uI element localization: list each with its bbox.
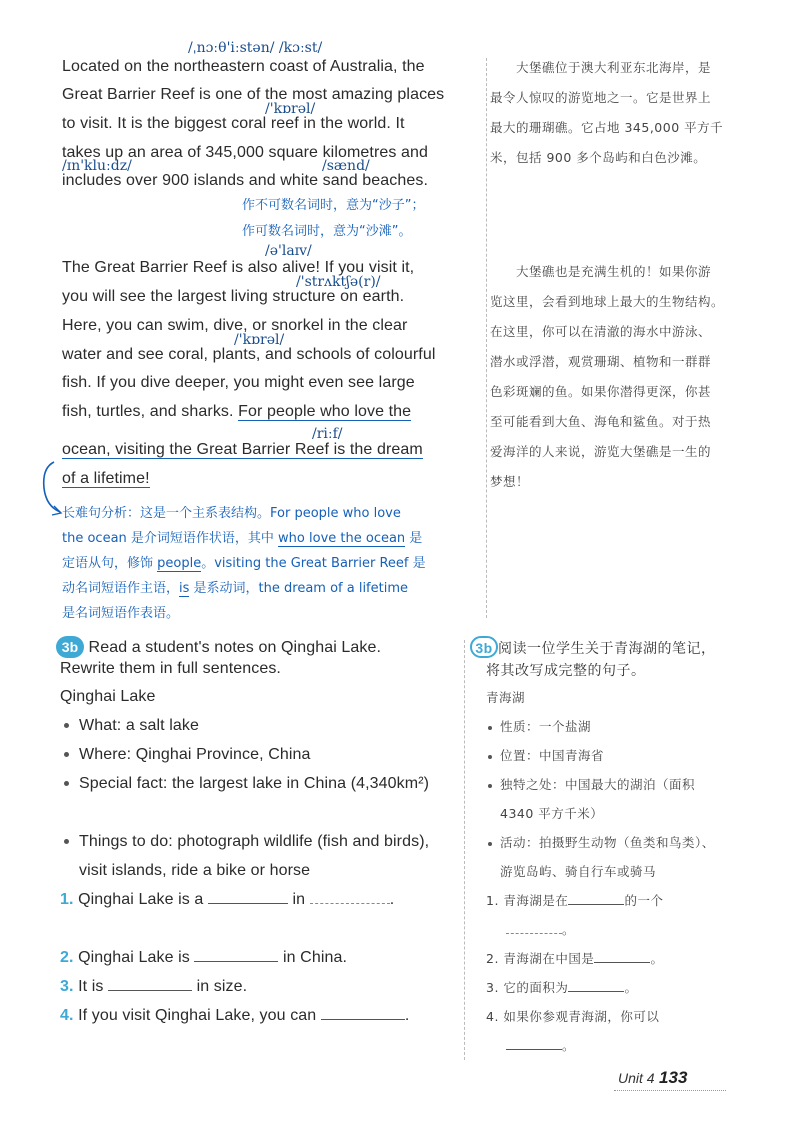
question-text: .: [404, 1007, 410, 1024]
question-3: [486, 978, 637, 996]
bullet-text: 性质：一个盐湖: [500, 719, 592, 734]
analysis-text: 。visiting the Great Barrier Reef 是: [201, 556, 426, 571]
analysis-line: 长难句分析：这是一个主系表结构。For people who love: [62, 506, 401, 521]
question-1: [486, 891, 663, 909]
question-number: 4.: [60, 1007, 74, 1024]
notes-bullet: [488, 746, 604, 764]
answer-blank[interactable]: [506, 933, 562, 934]
answer-blank[interactable]: [321, 1019, 405, 1020]
question-4-cont: [506, 1036, 575, 1054]
notes-bullet: [488, 775, 695, 793]
question-4: [486, 1007, 659, 1025]
notes-title: Qinghai Lake: [60, 688, 156, 705]
question-text: If you visit Qinghai Lake, you can: [78, 1007, 317, 1024]
analysis-text: 定语从句，修饰: [62, 556, 158, 571]
notes-bullet: [64, 833, 429, 851]
answer-blank[interactable]: [310, 903, 390, 904]
exercise-instruction: [470, 636, 716, 658]
notes-bullet: [64, 717, 199, 735]
bullet-text: 位置：中国青海省: [500, 748, 605, 763]
question-text: 。: [562, 1038, 576, 1053]
column-divider: [486, 58, 487, 618]
analysis-line: 是名词短语作表语。: [62, 606, 180, 621]
analysis-line: [62, 527, 422, 546]
phonetic-northeastern: [188, 40, 322, 56]
translation-line: 览这里，会看到地球上最大的生物结构。: [490, 294, 725, 309]
bullet-text: What: a salt lake: [79, 717, 199, 734]
analysis-text: 是系动词，the dream of a lifetime: [189, 581, 409, 596]
answer-blank[interactable]: [594, 962, 650, 963]
page-number: 133: [659, 1068, 688, 1087]
phonetic-reef: /riːf/: [312, 426, 343, 442]
question-text: 。: [650, 951, 664, 966]
question-text: 。: [562, 922, 576, 937]
bullet-text: 独特之处：中国最大的湖泊（面积: [500, 777, 696, 792]
bullet-icon: [64, 723, 69, 728]
translation-line: 色彩斑斓的鱼。如果你潜得更深，你甚: [490, 384, 712, 399]
question-text: It is: [78, 978, 104, 995]
passage-line: Here, you can swim, dive, or snorkel in the clear: [62, 317, 408, 334]
analysis-underline: is: [179, 581, 190, 596]
phonetic-sand: /sænd/: [322, 158, 370, 174]
footer-rule: [614, 1090, 726, 1091]
exercise-instruction: 将其改写成完整的句子。: [486, 663, 646, 679]
question-text: 它的面积为: [503, 980, 569, 995]
translation-line: 至可能看到大鱼、海龟和鲨鱼。对于热: [490, 414, 712, 429]
analysis-line: [62, 552, 426, 571]
highlighted-sentence: of a lifetime!: [62, 470, 150, 487]
question-number: 1.: [486, 893, 499, 908]
exercise-badge: 3b: [56, 636, 84, 658]
exercise-badge: 3b: [470, 636, 498, 658]
phonetic-coral-2: /'kɒrəl/: [234, 332, 285, 348]
translation-line: 最大的珊瑚礁。它占地 345,000 平方千: [490, 120, 724, 135]
translation-line: 潜水或浮潜，观赏珊瑚、植物和一群群: [490, 354, 712, 369]
question-number: 2.: [60, 949, 74, 966]
question-number: 1.: [60, 891, 74, 908]
phonetic-text: /kɔːst/: [278, 40, 323, 56]
translation-line: 最令人惊叹的游览地之一。它是世界上: [490, 90, 712, 105]
bullet-icon: [64, 752, 69, 757]
question-number: 2.: [486, 951, 499, 966]
unit-label: Unit 4: [618, 1070, 655, 1086]
translation-line: 爱海洋的人来说，游览大堡礁是一生的: [490, 444, 712, 459]
translation-line: 米，包括 900 多个岛屿和白色沙滩。: [490, 150, 707, 165]
passage-line: fish. If you dive deeper, you might even see large: [62, 374, 415, 391]
phonetic-structure: /'strʌktʃə(r)/: [296, 274, 381, 290]
bullet-icon: [488, 842, 492, 846]
column-divider: [464, 640, 465, 1060]
bullet-text: Special fact: the largest lake in China (4,340km²): [79, 775, 430, 792]
analysis-underline: people: [157, 556, 202, 571]
passage-line: Located on the northeastern coast of Australia, the: [62, 58, 425, 75]
question-2: [60, 949, 347, 967]
exercise-instruction: [56, 636, 381, 658]
passage-line: [62, 403, 411, 421]
sand-note: 作可数名词时，意为“沙滩”。: [242, 224, 412, 239]
phonetic-coral: /'kɒrəl/: [265, 101, 316, 117]
question-1-cont: [506, 920, 575, 938]
answer-blank[interactable]: [568, 991, 624, 992]
passage-line: [62, 470, 150, 488]
answer-blank[interactable]: [108, 990, 192, 991]
notes-bullet: [64, 746, 311, 764]
passage-line: includes over 900 islands and white sand beaches.: [62, 172, 429, 189]
question-number: 4.: [486, 1009, 499, 1024]
analysis-line: [62, 577, 408, 596]
question-text: in: [292, 891, 306, 908]
sand-note: 作不可数名词时，意为“沙子”；: [242, 198, 425, 213]
question-2: [486, 949, 663, 967]
notes-title: 青海湖: [486, 690, 526, 705]
bullet-text: 活动：拍摄野生动物（鱼类和鸟类）、: [500, 835, 715, 850]
question-1: [60, 891, 394, 909]
question-text: 的一个: [624, 893, 664, 908]
question-text: 青海湖是在: [503, 893, 569, 908]
answer-blank[interactable]: [506, 1049, 562, 1050]
question-number: 3.: [60, 978, 74, 995]
bullet-icon: [488, 784, 492, 788]
bullet-icon: [488, 726, 492, 730]
bullet-text: Things to do: photograph wildlife (fish and birds),: [79, 833, 430, 850]
passage-line: you will see the largest living structure on earth.: [62, 288, 405, 305]
passage-line: water and see coral, plants, and schools of colourful: [62, 346, 436, 363]
translation-line: 大堡礁也是充满生机的！如果你游: [516, 264, 712, 279]
bullet-text: Where: Qinghai Province, China: [79, 746, 311, 763]
question-4: [60, 1007, 409, 1025]
question-number: 3.: [486, 980, 499, 995]
instruction-text: 阅读一位学生关于青海湖的笔记，: [498, 641, 716, 657]
instruction-text: Read a student's notes on Qinghai Lake.: [88, 639, 382, 656]
highlighted-sentence: For people who love the: [238, 403, 412, 420]
analysis-text: 动名词短语作主语，: [62, 581, 180, 596]
bullet-icon: [488, 755, 492, 759]
question-text: 青海湖在中国是: [503, 951, 595, 966]
answer-blank[interactable]: [194, 961, 278, 962]
notes-bullet: [64, 775, 429, 793]
translation-line: 大堡礁位于澳大利亚东北海岸，是: [516, 60, 712, 75]
notes-bullet: [488, 833, 715, 851]
analysis-text: 是: [405, 531, 423, 546]
translation-line: 在这里，你可以在清澈的海水中游泳、: [490, 324, 712, 339]
passage-line: takes up an area of 345,000 square kilometres and: [62, 144, 429, 161]
exercise-instruction: Rewrite them in full sentences.: [60, 660, 281, 677]
passage-text: fish, turtles, and sharks.: [62, 403, 239, 420]
analysis-underline: who love the ocean: [278, 531, 406, 546]
passage-line: The Great Barrier Reef is also alive! If you visit it,: [62, 259, 415, 276]
question-text: 。: [624, 980, 638, 995]
question-text: in size.: [196, 978, 248, 995]
answer-blank[interactable]: [568, 904, 624, 905]
question-text: in China.: [282, 949, 348, 966]
passage-line: [62, 441, 423, 459]
translation-line: 梦想！: [490, 474, 530, 489]
question-text: 如果你参观青海湖，你可以: [503, 1009, 660, 1024]
notes-bullet-cont: visit islands, ride a bike or horse: [79, 862, 311, 879]
phonetic-alive: /ə'laɪv/: [265, 243, 312, 259]
passage-line: Great Barrier Reef is one of the most amazing places: [62, 86, 445, 103]
question-text: Qinghai Lake is: [78, 949, 190, 966]
question-text: .: [389, 891, 395, 908]
question-text: Qinghai Lake is a: [78, 891, 204, 908]
highlighted-sentence: ocean, visiting the Great Barrier Reef is the dream: [62, 441, 423, 458]
passage-line: to visit. It is the biggest coral reef in the world. It: [62, 115, 405, 132]
question-3: [60, 978, 247, 996]
bullet-icon: [64, 839, 69, 844]
notes-bullet-cont: 游览岛屿、骑自行车或骑马: [500, 864, 657, 879]
phonetic-text: /ˌnɔːθ'iːstən/: [188, 40, 275, 56]
page-footer: [618, 1068, 687, 1088]
analysis-text: the ocean 是介词短语作状语，其中: [62, 531, 279, 546]
notes-bullet: [488, 717, 591, 735]
bullet-icon: [64, 781, 69, 786]
answer-blank[interactable]: [208, 903, 288, 904]
notes-bullet-cont: 4340 平方千米）: [500, 806, 604, 821]
phonetic-includes: /ɪn'kluːdz/: [62, 158, 132, 174]
